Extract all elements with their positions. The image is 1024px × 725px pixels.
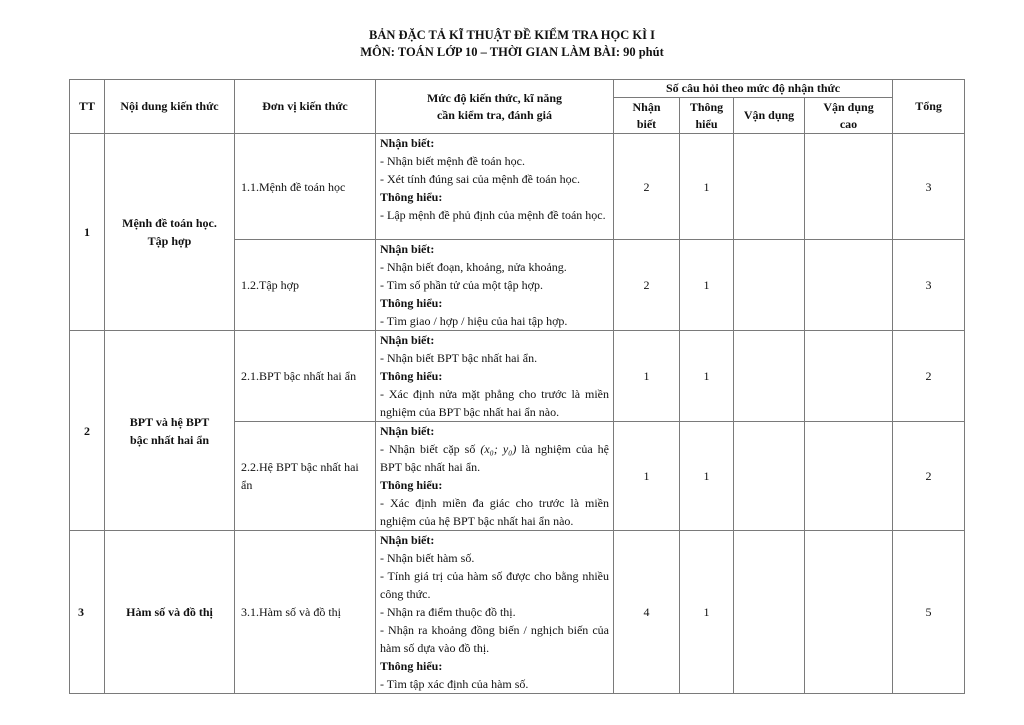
table-row: [70, 134, 965, 240]
count-high-apply: [805, 240, 893, 331]
description-item: - Lập mệnh đề phủ định của mệnh đề toán học.: [380, 208, 606, 222]
count-total: 5: [893, 531, 965, 694]
unit-cell: 2.2.Hệ BPT bậc nhất hai ẩn: [235, 422, 376, 531]
header-understand: [680, 98, 734, 134]
description-cell: [376, 134, 614, 240]
description-cell: [376, 240, 614, 331]
description-item: - Nhận biết hàm số.: [380, 551, 475, 565]
description-item: - Nhận ra điểm thuộc đồ thị.: [380, 605, 516, 619]
row-number: 3: [70, 531, 105, 694]
header-understand-line1: Thông: [689, 99, 724, 114]
description-cell: [376, 422, 614, 531]
header-questions-group: Số câu hỏi theo mức độ nhận thức: [614, 80, 893, 98]
count-apply: [734, 134, 805, 240]
level-label-recognize: Nhận biết:: [380, 533, 435, 547]
table-row: [70, 531, 965, 694]
unit-cell: 2.1.BPT bậc nhất hai ẩn: [235, 331, 376, 422]
table-row: [70, 331, 965, 422]
header-apply: Vận dụng: [734, 98, 805, 134]
level-label-understand: Thông hiểu:: [380, 369, 443, 383]
unit-cell: 1.2.Tập hợp: [235, 240, 376, 331]
header-high-apply: [805, 98, 893, 134]
math-pair: (x₀; y₀): [480, 442, 517, 456]
count-apply: [734, 331, 805, 422]
count-understand: 1: [680, 134, 734, 240]
header-level-line2: cần kiểm tra, đánh giá: [436, 107, 552, 122]
header-level: [376, 80, 614, 134]
header-level-line1: Mức độ kiến thức, kĩ năng: [426, 90, 563, 105]
level-label-recognize: Nhận biết:: [380, 333, 435, 347]
description-item: - Tìm giao / hợp / hiệu của hai tập hợp.: [380, 314, 568, 328]
count-apply: [734, 422, 805, 531]
count-total: 2: [893, 331, 965, 422]
header-total: Tổng: [893, 80, 965, 134]
description-item: - Tìm tập xác định của hàm số.: [380, 677, 529, 691]
count-high-apply: [805, 531, 893, 694]
description-item: - Nhận biết đoạn, khoảng, nửa khoảng.: [380, 260, 567, 274]
count-apply: [734, 531, 805, 694]
topic-line2: bậc nhất hai ẩn: [129, 432, 210, 447]
header-tt: TT: [70, 80, 105, 134]
level-label-recognize: Nhận biết:: [380, 136, 435, 150]
count-apply: [734, 240, 805, 331]
level-label-understand: Thông hiểu:: [380, 478, 443, 492]
description-item: - Tìm số phần tử của một tập hợp.: [380, 278, 543, 292]
count-recognize: 1: [614, 331, 680, 422]
count-total: 3: [893, 134, 965, 240]
count-recognize: 2: [614, 240, 680, 331]
description-item: - Nhận biết mệnh đề toán học.: [380, 154, 525, 168]
description-item: - Xét tính đúng sai của mệnh đề toán học.: [380, 172, 580, 186]
unit-cell: 3.1.Hàm số và đồ thị: [235, 531, 376, 694]
description-item: [380, 440, 609, 476]
count-recognize: 2: [614, 134, 680, 240]
count-high-apply: [805, 134, 893, 240]
count-understand: 1: [680, 331, 734, 422]
description-text: - Nhận biết cặp số: [380, 442, 481, 456]
level-label-understand: Thông hiểu:: [380, 296, 443, 310]
row-number: 2: [70, 331, 105, 531]
count-high-apply: [805, 331, 893, 422]
topic-cell: Hàm số và đồ thị: [105, 531, 235, 694]
header-content: Nội dung kiến thức: [105, 80, 235, 134]
unit-cell: 1.1.Mệnh đề toán học: [235, 134, 376, 240]
description-item: - Nhận ra khoảng đồng biến / nghịch biến của hàm số dựa vào đồ thị.: [380, 623, 609, 655]
header-understand-line2: hiểu: [695, 116, 718, 131]
description-cell: [376, 331, 614, 422]
description-item: - Xác định nửa mặt phẳng cho trước là miền nghiệm của BPT bậc nhất hai ẩn nào.: [380, 387, 609, 419]
header-recognize-line2: biết: [636, 116, 657, 131]
header-recognize: [614, 98, 680, 134]
count-high-apply: [805, 422, 893, 531]
header-unit: Đơn vị kiến thức: [235, 80, 376, 134]
description-item: - Nhận biết BPT bậc nhất hai ẩn.: [380, 351, 538, 365]
description-cell: [376, 531, 614, 694]
topic-cell: [105, 134, 235, 331]
count-recognize: 1: [614, 422, 680, 531]
level-label-understand: Thông hiểu:: [380, 190, 443, 204]
topic-cell: [105, 331, 235, 531]
description-text: là nghiệm của hệ BPT bậc nhất hai ẩn.: [380, 442, 610, 474]
header-high-apply-line2: cao: [839, 116, 858, 131]
level-label-recognize: Nhận biết:: [380, 242, 435, 256]
topic-line1: Mệnh đề toán học.: [122, 216, 217, 230]
document-subtitle: MÔN: TOÁN LỚP 10 – THỜI GIAN LÀM BÀI: 90 phút: [360, 45, 664, 59]
level-label-recognize: Nhận biết:: [380, 424, 435, 438]
document-title: BẢN ĐẶC TẢ KĨ THUẬT ĐỀ KIỂM TRA HỌC KÌ I: [369, 28, 655, 42]
header-recognize-line1: Nhận: [632, 99, 661, 114]
header-high-apply-line1: Vận dụng: [823, 99, 874, 114]
description-item: - Xác định miền đa giác cho trước là miền nghiệm của hệ BPT bậc nhất hai ẩn nào.: [380, 496, 609, 528]
topic-line1: BPT và hệ BPT: [129, 414, 210, 429]
row-number: 1: [70, 134, 105, 331]
count-total: 3: [893, 240, 965, 331]
topic-line2: Tập hợp: [147, 234, 192, 248]
count-understand: 1: [680, 422, 734, 531]
count-understand: 1: [680, 240, 734, 331]
count-recognize: 4: [614, 531, 680, 694]
specification-table: [69, 79, 965, 694]
level-label-understand: Thông hiểu:: [380, 659, 443, 673]
description-item: - Tính giá trị của hàm số được cho bằng nhiều công thức.: [380, 569, 609, 601]
count-understand: 1: [680, 531, 734, 694]
count-total: 2: [893, 422, 965, 531]
